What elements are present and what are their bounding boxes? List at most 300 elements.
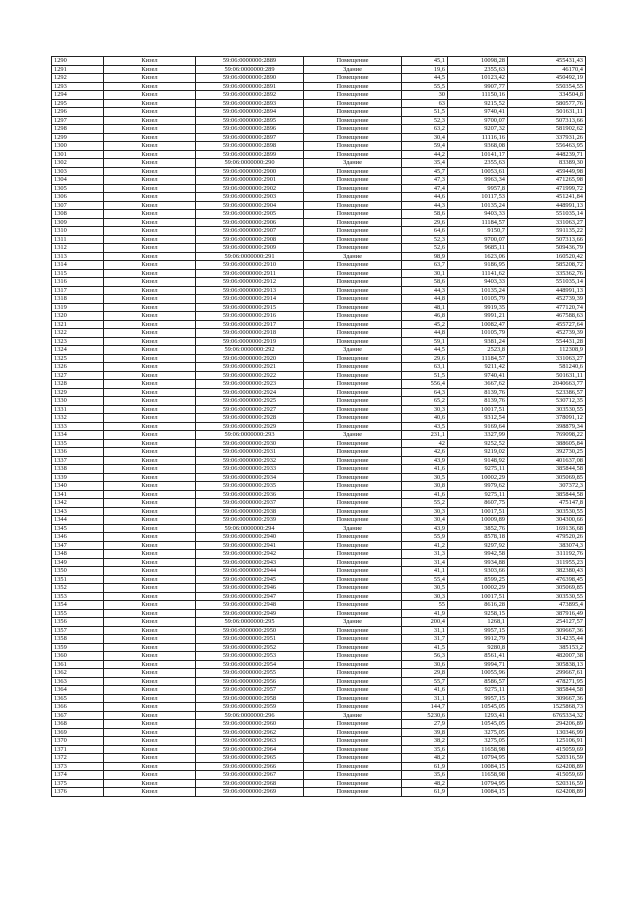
cadastral-value-cell: 471999,72 <box>508 184 586 193</box>
unit-value-cell: 9991,21 <box>448 312 508 321</box>
unit-value-cell: 9957,15 <box>448 626 508 635</box>
table-row <box>52 210 586 219</box>
row-number-cell: 1300 <box>52 142 104 151</box>
unit-value-cell: 10794,95 <box>448 779 508 788</box>
object-type-cell: Помещение <box>304 337 402 346</box>
table-row <box>52 618 586 627</box>
unit-value-cell: 9150,7 <box>448 227 508 236</box>
area-cell: 55,9 <box>402 533 448 542</box>
cadastral-value-cell: 448991,13 <box>508 201 586 210</box>
table-row <box>52 499 586 508</box>
cadastral-value-cell: 83389,30 <box>508 159 586 168</box>
unit-value-cell: 9919,35 <box>448 303 508 312</box>
cadastral-number-cell: 59:06:0000000:291 <box>196 252 304 261</box>
city-cell: Кизел <box>104 397 196 406</box>
area-cell: 41,6 <box>402 686 448 695</box>
unit-value-cell: 8139,76 <box>448 397 508 406</box>
city-cell: Кизел <box>104 380 196 389</box>
table-row <box>52 108 586 117</box>
city-cell: Кизел <box>104 422 196 431</box>
object-type-cell: Помещение <box>304 533 402 542</box>
area-cell: 55,2 <box>402 499 448 508</box>
area-cell: 29,8 <box>402 669 448 678</box>
cadastral-number-cell: 59:06:0000000:2899 <box>196 150 304 159</box>
row-number-cell: 1290 <box>52 57 104 66</box>
cadastral-number-cell: 59:06:0000000:2922 <box>196 371 304 380</box>
cadastral-number-cell: 59:06:0000000:2891 <box>196 82 304 91</box>
table-row <box>52 150 586 159</box>
cadastral-number-cell: 59:06:0000000:295 <box>196 618 304 627</box>
cadastral-value-cell: 385844,58 <box>508 686 586 695</box>
cadastral-number-cell: 59:06:0000000:2928 <box>196 414 304 423</box>
cadastral-number-cell: 59:06:0000000:2916 <box>196 312 304 321</box>
cadastral-value-cell: 303530,55 <box>508 592 586 601</box>
city-cell: Кизел <box>104 108 196 117</box>
area-cell: 59,4 <box>402 142 448 151</box>
city-cell: Кизел <box>104 660 196 669</box>
row-number-cell: 1365 <box>52 694 104 703</box>
unit-value-cell: 10053,61 <box>448 167 508 176</box>
table-row <box>52 74 586 83</box>
unit-value-cell: 10082,47 <box>448 320 508 329</box>
cadastral-number-cell: 59:06:0000000:2917 <box>196 320 304 329</box>
object-type-cell: Помещение <box>304 737 402 746</box>
cadastral-number-cell: 59:06:0000000:2950 <box>196 626 304 635</box>
unit-value-cell: 10105,79 <box>448 295 508 304</box>
city-cell: Кизел <box>104 431 196 440</box>
object-type-cell: Помещение <box>304 388 402 397</box>
cadastral-value-cell: 479520,26 <box>508 533 586 542</box>
cadastral-value-cell: 507313,66 <box>508 235 586 244</box>
table-row <box>52 507 586 516</box>
city-cell: Кизел <box>104 482 196 491</box>
cadastral-number-cell: 59:06:0000000:2960 <box>196 720 304 729</box>
object-type-cell: Помещение <box>304 516 402 525</box>
object-type-cell: Помещение <box>304 405 402 414</box>
cadastral-value-cell: 554431,28 <box>508 337 586 346</box>
cadastral-value-cell: 305069,85 <box>508 473 586 482</box>
object-type-cell: Помещение <box>304 235 402 244</box>
object-type-cell: Здание <box>304 618 402 627</box>
table-row <box>52 439 586 448</box>
table-row <box>52 91 586 100</box>
object-type-cell: Помещение <box>304 677 402 686</box>
area-cell: 43,9 <box>402 456 448 465</box>
city-cell: Кизел <box>104 635 196 644</box>
unit-value-cell: 9994,71 <box>448 660 508 669</box>
area-cell: 45,2 <box>402 320 448 329</box>
cadastral-number-cell: 59:06:0000000:2903 <box>196 193 304 202</box>
unit-value-cell: 9740,41 <box>448 108 508 117</box>
row-number-cell: 1295 <box>52 99 104 108</box>
area-cell: 5230,6 <box>402 711 448 720</box>
unit-value-cell: 2355,63 <box>448 159 508 168</box>
area-cell: 19,6 <box>402 65 448 74</box>
unit-value-cell: 10135,24 <box>448 201 508 210</box>
unit-value-cell: 10545,05 <box>448 703 508 712</box>
area-cell: 63 <box>402 99 448 108</box>
table-row <box>52 431 586 440</box>
city-cell: Кизел <box>104 227 196 236</box>
cadastral-number-cell: 59:06:0000000:2889 <box>196 57 304 66</box>
table-row <box>52 218 586 227</box>
row-number-cell: 1367 <box>52 711 104 720</box>
cadastral-number-cell: 59:06:0000000:2895 <box>196 116 304 125</box>
object-type-cell: Помещение <box>304 227 402 236</box>
row-number-cell: 1319 <box>52 303 104 312</box>
city-cell: Кизел <box>104 346 196 355</box>
table-row <box>52 643 586 652</box>
area-cell: 59,1 <box>402 337 448 346</box>
city-cell: Кизел <box>104 57 196 66</box>
row-number-cell: 1373 <box>52 762 104 771</box>
area-cell: 98,9 <box>402 252 448 261</box>
unit-value-cell: 9207,32 <box>448 125 508 134</box>
table-row <box>52 635 586 644</box>
table-row <box>52 720 586 729</box>
cadastral-number-cell: 59:06:0000000:2937 <box>196 499 304 508</box>
unit-value-cell: 9700,07 <box>448 235 508 244</box>
table-row <box>52 125 586 134</box>
city-cell: Кизел <box>104 65 196 74</box>
cadastral-value-cell: 769098,22 <box>508 431 586 440</box>
unit-value-cell: 10545,05 <box>448 720 508 729</box>
city-cell: Кизел <box>104 439 196 448</box>
table-row <box>52 524 586 533</box>
cadastral-value-cell: 550354,55 <box>508 82 586 91</box>
row-number-cell: 1324 <box>52 346 104 355</box>
unit-value-cell: 10117,53 <box>448 193 508 202</box>
unit-value-cell: 11658,98 <box>448 771 508 780</box>
cadastral-value-cell: 130346,99 <box>508 728 586 737</box>
object-type-cell: Помещение <box>304 210 402 219</box>
area-cell: 55,4 <box>402 575 448 584</box>
area-cell: 29,6 <box>402 218 448 227</box>
row-number-cell: 1338 <box>52 465 104 474</box>
area-cell: 30,8 <box>402 482 448 491</box>
table-row <box>52 677 586 686</box>
unit-value-cell: 1293,41 <box>448 711 508 720</box>
cadastral-value-cell: 299667,61 <box>508 669 586 678</box>
table-row <box>52 295 586 304</box>
cadastral-number-cell: 59:06:0000000:2968 <box>196 779 304 788</box>
row-number-cell: 1293 <box>52 82 104 91</box>
cadastral-number-cell: 59:06:0000000:2923 <box>196 380 304 389</box>
city-cell: Кизел <box>104 473 196 482</box>
cadastral-number-cell: 59:06:0000000:2897 <box>196 133 304 142</box>
object-type-cell: Помещение <box>304 601 402 610</box>
unit-value-cell: 3667,62 <box>448 380 508 389</box>
cadastral-number-cell: 59:06:0000000:2959 <box>196 703 304 712</box>
city-cell: Кизел <box>104 465 196 474</box>
cadastral-value-cell: 520316,59 <box>508 754 586 763</box>
object-type-cell: Помещение <box>304 762 402 771</box>
city-cell: Кизел <box>104 601 196 610</box>
cadastral-number-cell: 59:06:0000000:2898 <box>196 142 304 151</box>
table-row <box>52 703 586 712</box>
row-number-cell: 1323 <box>52 337 104 346</box>
area-cell: 41,5 <box>402 643 448 652</box>
cadastral-number-cell: 59:06:0000000:2948 <box>196 601 304 610</box>
unit-value-cell: 9280,8 <box>448 643 508 652</box>
cadastral-number-cell: 59:06:0000000:2907 <box>196 227 304 236</box>
cadastral-value-cell: 455431,43 <box>508 57 586 66</box>
table-row <box>52 575 586 584</box>
city-cell: Кизел <box>104 694 196 703</box>
city-cell: Кизел <box>104 142 196 151</box>
row-number-cell: 1333 <box>52 422 104 431</box>
unit-value-cell: 11150,16 <box>448 91 508 100</box>
city-cell: Кизел <box>104 533 196 542</box>
cadastral-value-cell: 523386,57 <box>508 388 586 397</box>
cadastral-number-cell: 59:06:0000000:2962 <box>196 728 304 737</box>
row-number-cell: 1344 <box>52 516 104 525</box>
object-type-cell: Помещение <box>304 244 402 253</box>
table-row <box>52 516 586 525</box>
city-cell: Кизел <box>104 745 196 754</box>
object-type-cell: Помещение <box>304 320 402 329</box>
unit-value-cell: 10009,89 <box>448 516 508 525</box>
city-cell: Кизел <box>104 686 196 695</box>
object-type-cell: Помещение <box>304 269 402 278</box>
object-type-cell: Помещение <box>304 788 402 797</box>
area-cell: 30,3 <box>402 507 448 516</box>
city-cell: Кизел <box>104 244 196 253</box>
cadastral-number-cell: 59:06:0000000:2932 <box>196 456 304 465</box>
area-cell: 27,9 <box>402 720 448 729</box>
city-cell: Кизел <box>104 728 196 737</box>
cadastral-number-cell: 59:06:0000000:2967 <box>196 771 304 780</box>
unit-value-cell: 10794,95 <box>448 754 508 763</box>
cadastral-value-cell: 2040663,77 <box>508 380 586 389</box>
object-type-cell: Помещение <box>304 397 402 406</box>
city-cell: Кизел <box>104 354 196 363</box>
object-type-cell: Помещение <box>304 754 402 763</box>
cadastral-value-cell: 455727,64 <box>508 320 586 329</box>
object-type-cell: Помещение <box>304 456 402 465</box>
table-row <box>52 371 586 380</box>
cadastral-value-cell: 387916,49 <box>508 609 586 618</box>
object-type-cell: Помещение <box>304 193 402 202</box>
city-cell: Кизел <box>104 609 196 618</box>
city-cell: Кизел <box>104 762 196 771</box>
city-cell: Кизел <box>104 286 196 295</box>
cadastral-value-cell: 556463,95 <box>508 142 586 151</box>
object-type-cell: Здание <box>304 252 402 261</box>
object-type-cell: Помещение <box>304 575 402 584</box>
table-row <box>52 762 586 771</box>
object-type-cell: Помещение <box>304 295 402 304</box>
cadastral-number-cell: 59:06:0000000:2894 <box>196 108 304 117</box>
city-cell: Кизел <box>104 779 196 788</box>
cadastral-value-cell: 448239,71 <box>508 150 586 159</box>
area-cell: 41,6 <box>402 465 448 474</box>
object-type-cell: Помещение <box>304 218 402 227</box>
row-number-cell: 1352 <box>52 584 104 593</box>
city-cell: Кизел <box>104 133 196 142</box>
area-cell: 43,5 <box>402 422 448 431</box>
cadastral-number-cell: 59:06:0000000:2945 <box>196 575 304 584</box>
city-cell: Кизел <box>104 218 196 227</box>
unit-value-cell: 10105,79 <box>448 329 508 338</box>
city-cell: Кизел <box>104 456 196 465</box>
cadastral-value-cell: 46170,4 <box>508 65 586 74</box>
row-number-cell: 1311 <box>52 235 104 244</box>
cadastral-number-cell: 59:06:0000000:2934 <box>196 473 304 482</box>
table-row <box>52 490 586 499</box>
table-row <box>52 609 586 618</box>
cadastral-number-cell: 59:06:0000000:2910 <box>196 261 304 270</box>
cadastral-value-cell: 478271,95 <box>508 677 586 686</box>
table-row <box>52 176 586 185</box>
unit-value-cell: 9186,95 <box>448 261 508 270</box>
unit-value-cell: 3852,76 <box>448 524 508 533</box>
unit-value-cell: 9303,66 <box>448 567 508 576</box>
object-type-cell: Помещение <box>304 728 402 737</box>
city-cell: Кизел <box>104 771 196 780</box>
area-cell: 30,5 <box>402 473 448 482</box>
cadastral-value-cell: 581902,62 <box>508 125 586 134</box>
unit-value-cell: 3275,05 <box>448 737 508 746</box>
cadastral-number-cell: 59:06:0000000:2964 <box>196 745 304 754</box>
city-cell: Кизел <box>104 125 196 134</box>
table-row <box>52 193 586 202</box>
cadastral-value-cell: 551035,14 <box>508 210 586 219</box>
table-row <box>52 388 586 397</box>
unit-value-cell: 8561,41 <box>448 652 508 661</box>
cadastral-number-cell: 59:06:0000000:2914 <box>196 295 304 304</box>
row-number-cell: 1325 <box>52 354 104 363</box>
row-number-cell: 1372 <box>52 754 104 763</box>
object-type-cell: Помещение <box>304 380 402 389</box>
cadastral-value-table <box>51 56 586 797</box>
unit-value-cell: 9957,15 <box>448 694 508 703</box>
area-cell: 52,3 <box>402 235 448 244</box>
unit-value-cell: 9297,92 <box>448 541 508 550</box>
table-row <box>52 584 586 593</box>
unit-value-cell: 9700,07 <box>448 116 508 125</box>
cadastral-value-cell: 471265,98 <box>508 176 586 185</box>
area-cell: 44,5 <box>402 74 448 83</box>
cadastral-number-cell: 59:06:0000000:2940 <box>196 533 304 542</box>
city-cell: Кизел <box>104 507 196 516</box>
area-cell: 41,2 <box>402 541 448 550</box>
area-cell: 48,2 <box>402 779 448 788</box>
table-row <box>52 660 586 669</box>
row-number-cell: 1307 <box>52 201 104 210</box>
area-cell: 31,1 <box>402 626 448 635</box>
cadastral-value-cell: 392730,25 <box>508 448 586 457</box>
table-row <box>52 227 586 236</box>
object-type-cell: Помещение <box>304 201 402 210</box>
unit-value-cell: 8586,57 <box>448 677 508 686</box>
cadastral-number-cell: 59:06:0000000:2951 <box>196 635 304 644</box>
table-row <box>52 550 586 559</box>
city-cell: Кизел <box>104 754 196 763</box>
row-number-cell: 1370 <box>52 737 104 746</box>
city-cell: Кизел <box>104 592 196 601</box>
table-row <box>52 601 586 610</box>
table-row <box>52 465 586 474</box>
table-row <box>52 184 586 193</box>
unit-value-cell: 10084,15 <box>448 788 508 797</box>
city-cell: Кизел <box>104 201 196 210</box>
row-number-cell: 1336 <box>52 448 104 457</box>
cadastral-number-cell: 59:06:0000000:2952 <box>196 643 304 652</box>
area-cell: 52,6 <box>402 244 448 253</box>
cadastral-value-cell: 401637,08 <box>508 456 586 465</box>
cadastral-number-cell: 59:06:0000000:2927 <box>196 405 304 414</box>
table-row <box>52 626 586 635</box>
cadastral-number-cell: 59:06:0000000:292 <box>196 346 304 355</box>
cadastral-number-cell: 59:06:0000000:2902 <box>196 184 304 193</box>
object-type-cell: Помещение <box>304 694 402 703</box>
object-type-cell: Помещение <box>304 108 402 117</box>
row-number-cell: 1294 <box>52 91 104 100</box>
area-cell: 44,6 <box>402 193 448 202</box>
area-cell: 47,4 <box>402 184 448 193</box>
object-type-cell: Помещение <box>304 363 402 372</box>
cadastral-value-cell: 160520,42 <box>508 252 586 261</box>
object-type-cell: Помещение <box>304 550 402 559</box>
cadastral-number-cell: 59:06:0000000:2904 <box>196 201 304 210</box>
unit-value-cell: 11658,98 <box>448 745 508 754</box>
unit-value-cell: 11116,16 <box>448 133 508 142</box>
row-number-cell: 1337 <box>52 456 104 465</box>
city-cell: Кизел <box>104 711 196 720</box>
city-cell: Кизел <box>104 116 196 125</box>
unit-value-cell: 9148,92 <box>448 456 508 465</box>
row-number-cell: 1314 <box>52 261 104 270</box>
table-row <box>52 261 586 270</box>
cadastral-number-cell: 59:06:0000000:2969 <box>196 788 304 797</box>
cadastral-number-cell: 59:06:0000000:2949 <box>196 609 304 618</box>
cadastral-value-cell: 501631,11 <box>508 371 586 380</box>
area-cell: 51,5 <box>402 108 448 117</box>
cadastral-number-cell: 59:06:0000000:2941 <box>196 541 304 550</box>
cadastral-number-cell: 59:06:0000000:2957 <box>196 686 304 695</box>
cadastral-number-cell: 59:06:0000000:2915 <box>196 303 304 312</box>
cadastral-number-cell: 59:06:0000000:2939 <box>196 516 304 525</box>
table-row <box>52 337 586 346</box>
row-number-cell: 1309 <box>52 218 104 227</box>
table-row <box>52 244 586 253</box>
cadastral-value-cell: 482007,38 <box>508 652 586 661</box>
table-row <box>52 737 586 746</box>
row-number-cell: 1335 <box>52 439 104 448</box>
cadastral-number-cell: 59:06:0000000:2947 <box>196 592 304 601</box>
row-number-cell: 1361 <box>52 660 104 669</box>
row-number-cell: 1315 <box>52 269 104 278</box>
area-cell: 231,1 <box>402 431 448 440</box>
cadastral-value-cell: 450492,19 <box>508 74 586 83</box>
object-type-cell: Помещение <box>304 57 402 66</box>
table-row <box>52 414 586 423</box>
area-cell: 63,1 <box>402 363 448 372</box>
cadastral-value-cell: 467588,63 <box>508 312 586 321</box>
cadastral-number-cell: 59:06:0000000:2944 <box>196 567 304 576</box>
row-number-cell: 1355 <box>52 609 104 618</box>
cadastral-number-cell: 59:06:0000000:2929 <box>196 422 304 431</box>
table-row <box>52 694 586 703</box>
cadastral-number-cell: 59:06:0000000:2946 <box>196 584 304 593</box>
city-cell: Кизел <box>104 669 196 678</box>
unit-value-cell: 10017,51 <box>448 507 508 516</box>
row-number-cell: 1298 <box>52 125 104 134</box>
city-cell: Кизел <box>104 303 196 312</box>
area-cell: 30,1 <box>402 269 448 278</box>
area-cell: 65,2 <box>402 397 448 406</box>
